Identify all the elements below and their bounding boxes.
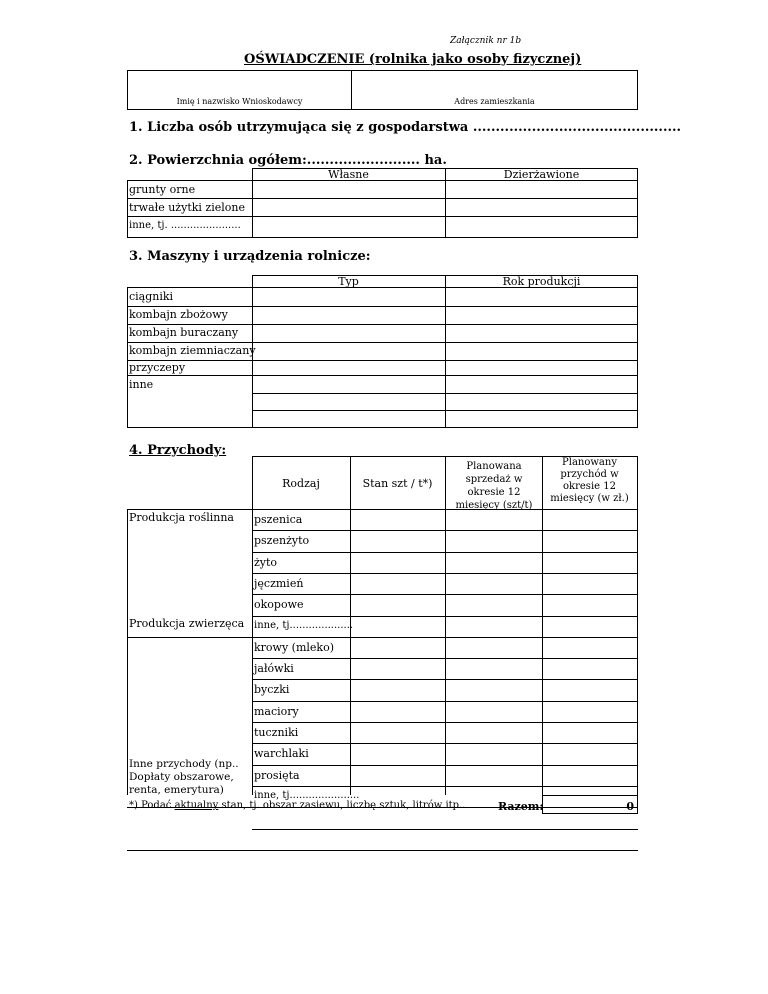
machine-row-label: kombajn zbożowy <box>129 308 228 321</box>
income-kind-label: jęczmień <box>254 577 304 590</box>
col-type: Typ <box>338 275 359 288</box>
income-kind-label: inne, tj...................... <box>254 790 360 801</box>
machine-row-label: inne <box>129 378 154 391</box>
income-kind-label: okopowe <box>254 598 304 611</box>
machine-row-label: ciągniki <box>129 290 174 303</box>
income-kind-label: pszenżyto <box>254 534 310 547</box>
income-kind-label: tuczniki <box>254 726 299 739</box>
income-kind-label: prosięta <box>254 769 300 782</box>
table-row-line <box>252 658 638 659</box>
area-row-label: grunty orne <box>129 183 196 196</box>
page-title: OŚWIADCZENIE (rolnika jako osoby fizycznej) <box>244 52 582 67</box>
footnote-suffix: stan, tj. obszar zasiewu, liczbę sztuk, litrów itp.. <box>218 800 466 811</box>
applicant-name-label: Imię i nazwisko Wnioskodawcy <box>176 97 303 106</box>
col-leased: Dzierżawione <box>503 168 580 181</box>
col-state: Stan szt / t*) <box>362 477 433 490</box>
plant-production-label: Produkcja roślinna <box>129 511 234 524</box>
total-label: Razem: <box>498 800 544 813</box>
machine-row-label: kombajn buraczany <box>129 326 239 339</box>
table-row-line <box>252 722 638 723</box>
col-year: Rok produkcji <box>502 275 581 288</box>
col-own: Własne <box>328 168 369 181</box>
machine-row-label: kombajn ziemniaczany <box>129 344 256 357</box>
section1-heading: 1. Liczba osób utrzymująca się z gospodarstwa .............................................. <box>129 120 682 135</box>
annex-label: Załącznik nr 1b <box>450 36 522 46</box>
col-kind: Rodzaj <box>282 477 320 490</box>
animal-production-label: Produkcja zwierzęca <box>129 617 245 630</box>
table-row-line <box>252 786 638 787</box>
table-row-line <box>252 679 638 680</box>
income-kind-label: maciory <box>254 705 299 718</box>
col-sale: Planowana sprzedaż w okresie 12 miesięcy (szt/t) <box>455 461 533 511</box>
total-value: 0 <box>626 800 634 813</box>
footnote <box>129 800 465 811</box>
income-kind-label: krowy (mleko) <box>254 641 335 654</box>
section2-heading: 2. Powierzchnia ogółem:......................... ha. <box>129 153 447 168</box>
table-row-line <box>252 616 638 617</box>
col-income: Planowany przychód w okresie 12 miesięcy (w zł.) <box>550 457 629 504</box>
footnote-underlined: aktualny <box>174 800 219 811</box>
income-kind-label: byczki <box>254 683 290 696</box>
section4-heading: 4. Przychody: <box>129 443 227 458</box>
income-kind-label: jałówki <box>254 662 294 675</box>
other-income-label: Inne przychody (np.. Dopłaty obszarowe, renta, emerytura) <box>129 758 239 796</box>
area-row-label: inne, tj. ...................... <box>129 220 241 231</box>
income-kind-label: pszenica <box>254 513 303 526</box>
table-row-line <box>252 743 638 744</box>
table-row-line <box>252 594 638 595</box>
applicant-address-label: Adres zamieszkania <box>454 97 535 106</box>
area-row-label: trwałe użytki zielone <box>129 201 245 214</box>
income-kind-label: warchlaki <box>254 747 309 760</box>
table-row-line <box>252 701 638 702</box>
table-row-line <box>127 850 638 851</box>
table-row-line <box>252 552 638 553</box>
table-row-line <box>252 530 638 531</box>
income-kind-label: żyto <box>254 556 278 569</box>
footnote-prefix: *) Podać <box>129 800 175 811</box>
table-row-line <box>127 637 638 638</box>
table-row-line <box>252 829 638 830</box>
machine-row-label: przyczepy <box>129 361 186 374</box>
section3-heading: 3. Maszyny i urządzenia rolnicze: <box>129 249 371 264</box>
table-row-line <box>252 573 638 574</box>
table-row-line <box>252 765 638 766</box>
income-kind-label: inne, tj.................... <box>254 620 354 631</box>
